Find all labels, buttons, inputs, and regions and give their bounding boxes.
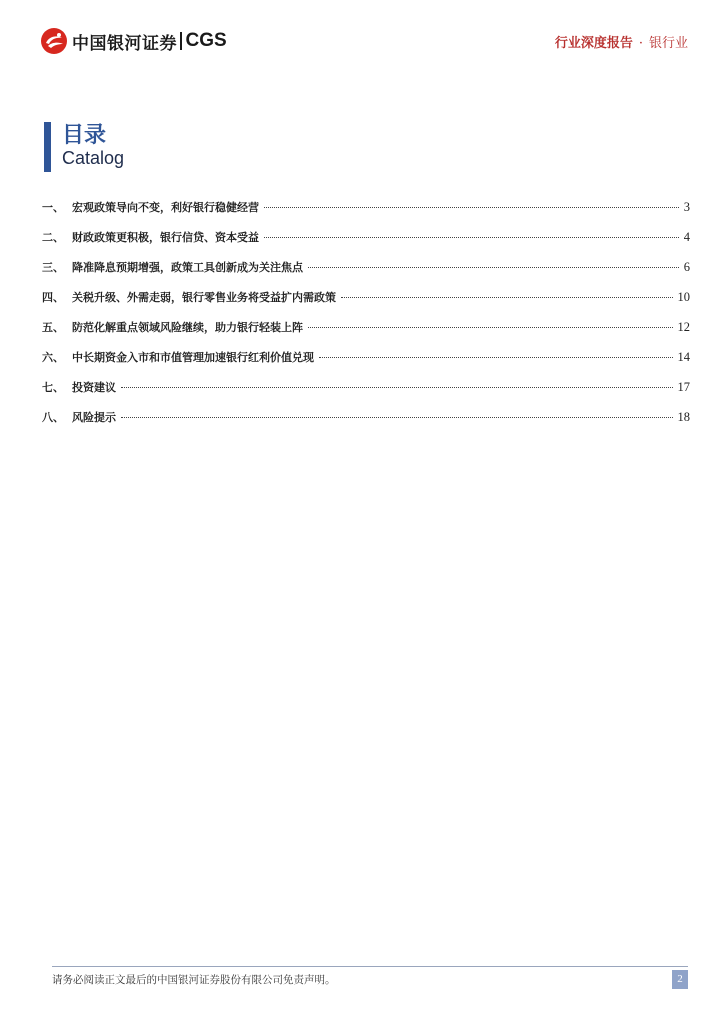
toc-item-title[interactable]: 投资建议: [72, 381, 116, 394]
toc-leader-dots: [121, 387, 673, 388]
brand-name-cn: 中国银河证券: [72, 33, 177, 54]
toc-item-title[interactable]: 风险提示: [72, 411, 116, 424]
brand-divider: [180, 32, 182, 50]
toc-item-page[interactable]: 10: [677, 290, 690, 304]
toc-item-number: 五、: [42, 321, 64, 334]
toc-item-number: 七、: [42, 381, 64, 394]
toc-item-number: 六、: [42, 351, 64, 364]
toc-item[interactable]: [40, 199, 690, 229]
catalog-title-cn: 目录: [62, 123, 107, 148]
page-number: 2: [672, 970, 688, 989]
toc-item-title[interactable]: 宏观政策导向不变，利好银行稳健经营: [72, 201, 259, 214]
brand-name-en: CGS: [185, 30, 227, 51]
footer-divider: [52, 966, 688, 967]
cgs-logo-icon: [40, 27, 68, 55]
toc-leader-dots: [308, 267, 679, 268]
toc-leader-dots: [308, 327, 673, 328]
toc-leader-dots: [319, 357, 673, 358]
header-separator: ·: [638, 36, 643, 51]
toc-item-title[interactable]: 财政政策更积极，银行信贷、资本受益: [72, 231, 259, 244]
report-type: 行业深度报告: [554, 36, 633, 51]
page-header: [0, 0, 724, 60]
toc-item-title[interactable]: 中长期资金入市和市值管理加速银行红利价值兑现: [72, 351, 314, 364]
toc-item[interactable]: [40, 409, 690, 439]
toc-item-number: 四、: [42, 291, 64, 304]
toc-item-number: 三、: [42, 261, 64, 274]
toc-item[interactable]: [40, 319, 690, 349]
toc-leader-dots: [121, 417, 673, 418]
toc-item-page[interactable]: 3: [683, 200, 690, 214]
toc-item[interactable]: [40, 289, 690, 319]
toc-item-page[interactable]: 6: [683, 260, 690, 274]
toc-item-title[interactable]: 关税升级、外需走弱，银行零售业务将受益扩内需政策: [72, 291, 336, 304]
toc-item[interactable]: [40, 229, 690, 259]
industry-name: 银行业: [648, 36, 688, 51]
toc-item-title[interactable]: 防范化解重点领域风险继续，助力银行轻装上阵: [72, 321, 303, 334]
catalog-title-en: Catalog: [62, 148, 125, 168]
title-accent-bar: [44, 122, 51, 172]
toc-item-page[interactable]: 12: [677, 320, 690, 334]
toc-item-title[interactable]: 降准降息预期增强，政策工具创新成为关注焦点: [72, 261, 303, 274]
toc-leader-dots: [264, 237, 679, 238]
toc-item[interactable]: [40, 259, 690, 289]
toc-item-number: 一、: [42, 201, 64, 214]
toc-leader-dots: [341, 297, 673, 298]
toc-item-number: 八、: [42, 411, 64, 424]
toc-item-page[interactable]: 17: [677, 380, 690, 394]
toc-item-page[interactable]: 18: [677, 410, 690, 424]
footer-disclaimer: 请务必阅读正文最后的中国银河证券股份有限公司免责声明。: [52, 974, 336, 986]
toc-item-page[interactable]: 4: [683, 230, 690, 244]
toc-leader-dots: [264, 207, 679, 208]
report-category: [555, 32, 688, 51]
toc-item-page[interactable]: 14: [677, 350, 690, 364]
toc-item[interactable]: [40, 349, 690, 379]
brand-logo: [40, 27, 227, 55]
toc-item-number: 二、: [42, 231, 64, 244]
toc-item[interactable]: [40, 379, 690, 409]
table-of-contents: [40, 199, 690, 439]
